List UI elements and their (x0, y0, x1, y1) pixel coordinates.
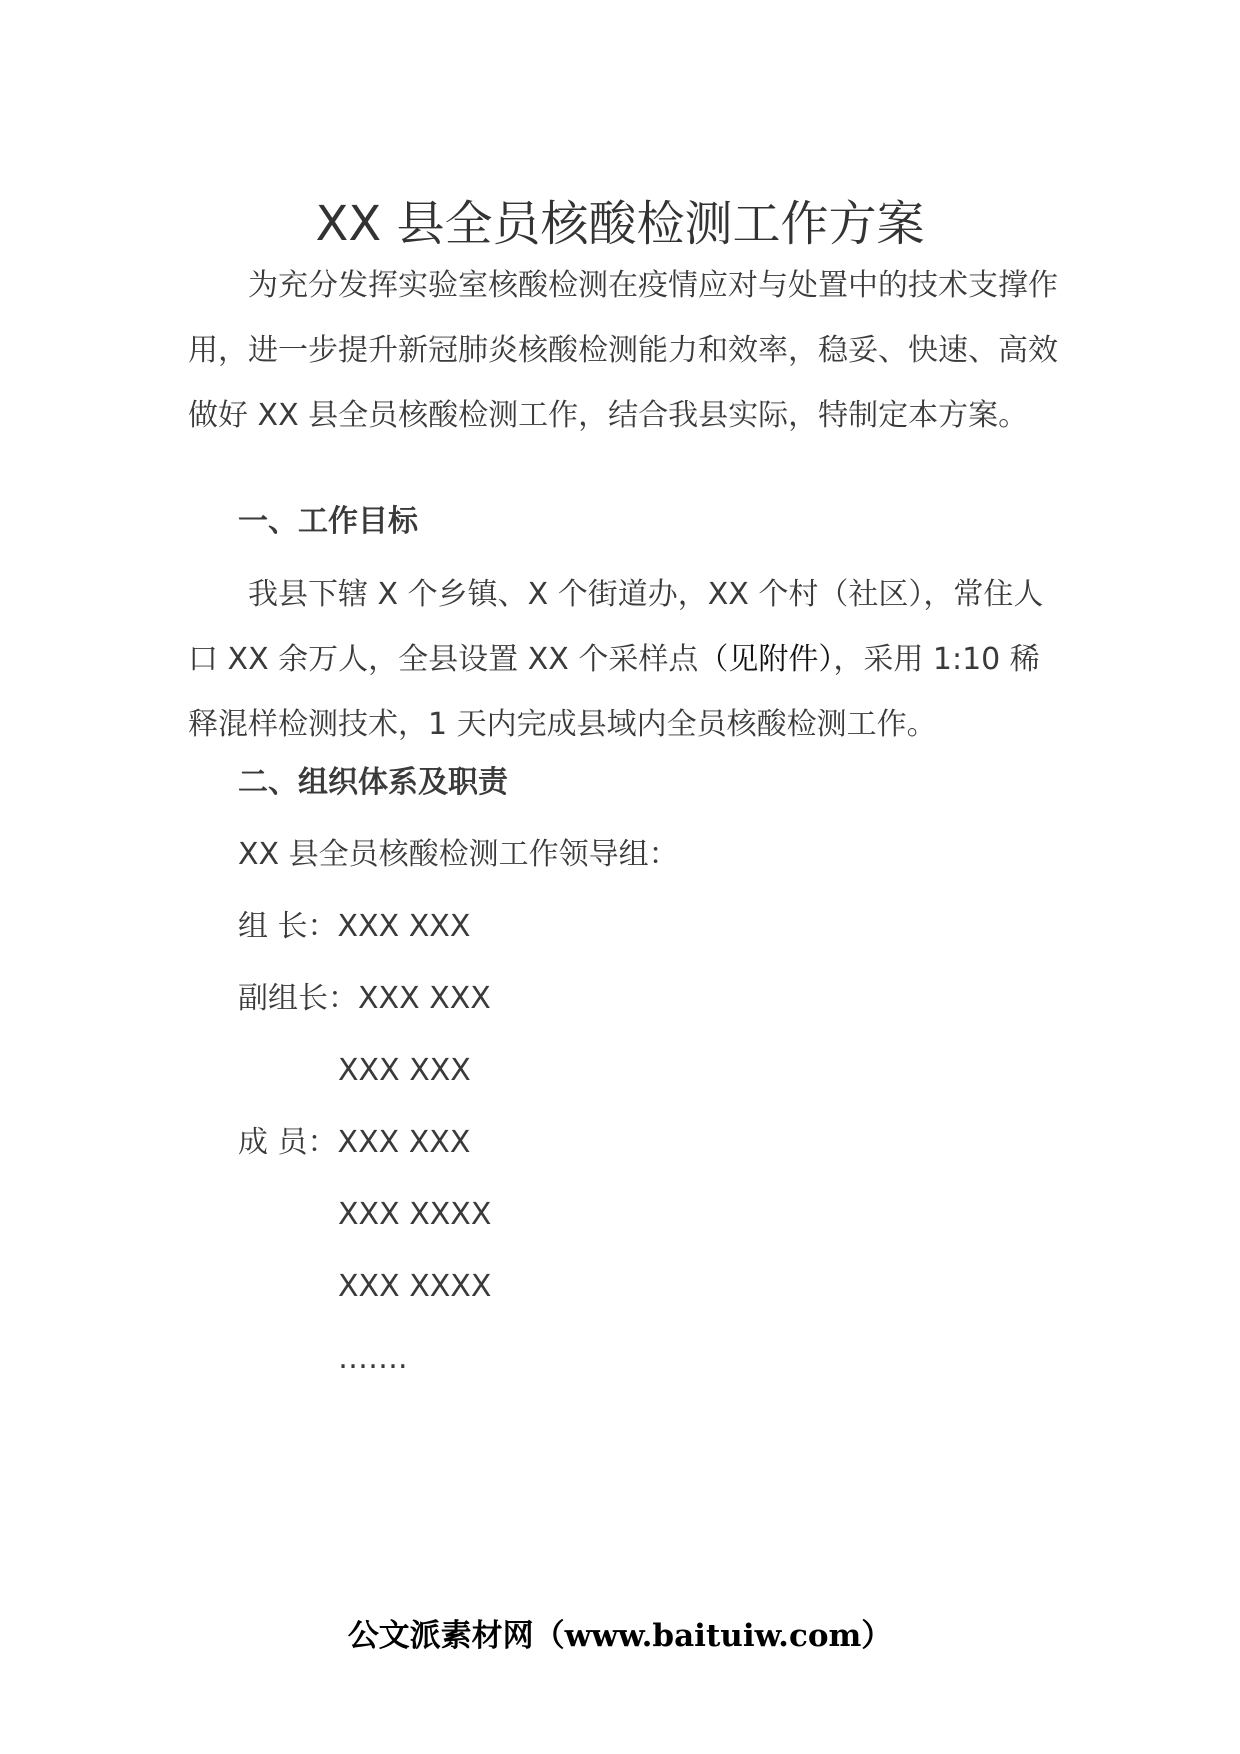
deputy-row (238, 979, 491, 1019)
member-value: XXX XXXX (338, 1269, 492, 1304)
goals-text-after: ，采用 1:10 稀释混样检测技术，1 天内完成县域内全员核酸检测工作。 (188, 642, 1040, 742)
goals-paragraph (188, 562, 1062, 757)
deputy-value: XXX XXX (338, 1053, 471, 1088)
document-title: XX 县全员核酸检测工作方案 (315, 196, 925, 252)
goals-text-before: 我县下辖 X 个乡镇、X 个街道办，XX 个村（社区），常住人口 XX 余万人，全县设置 XX 个采样点 (188, 577, 1044, 677)
leader-value: XXX XXX (337, 909, 471, 944)
member-value: XXX XXX (337, 1125, 471, 1160)
leader-row (238, 907, 470, 947)
section-heading-goals: 一、工作目标 (238, 504, 418, 539)
member-row (238, 1123, 470, 1163)
goals-text-attachment: （见附件） (698, 642, 834, 677)
section-heading-organization: 二、组织体系及职责 (238, 765, 508, 800)
member-label: 成 员： (238, 1125, 338, 1160)
intro-paragraph: 为充分发挥实验室核酸检测在疫情应对与处置中的技术支撑作用，进一步提升新冠肺炎核酸检测能力和效率，稳妥、快速、高效做好 XX 县全员核酸检测工作，结合我县实际，特制定本方案。 (188, 268, 1058, 433)
footer-watermark: 公文派素材网（www.baituiw.com） (347, 1618, 893, 1654)
leader-label: 组 长： (238, 909, 338, 944)
deputy-label: 副组长： (238, 981, 358, 1016)
ellipsis: ……. (338, 1341, 408, 1376)
deputy-value: XXX XXX (358, 981, 491, 1016)
leadership-group-title: XX 县全员核酸检测工作领导组： (238, 837, 679, 872)
member-value: XXX XXXX (338, 1197, 492, 1232)
